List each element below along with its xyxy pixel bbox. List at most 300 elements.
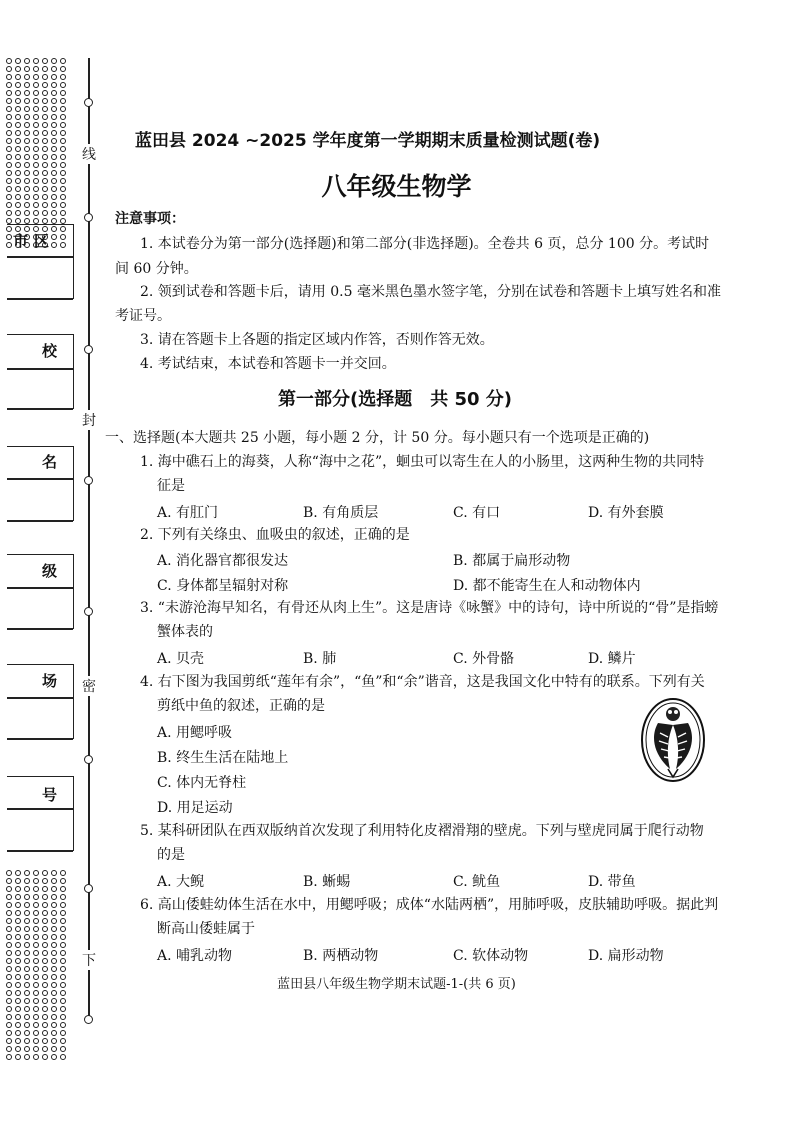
binding-dot xyxy=(24,90,30,96)
binding-dot xyxy=(24,1046,30,1052)
box-line xyxy=(7,628,73,630)
binding-dot xyxy=(60,1046,66,1052)
binding-dot xyxy=(42,146,48,152)
binding-dot xyxy=(6,902,12,908)
binding-dot xyxy=(24,958,30,964)
binding-dot xyxy=(6,74,12,80)
binding-dot xyxy=(6,998,12,1004)
binding-dot xyxy=(6,1054,12,1060)
binding-dot xyxy=(33,886,39,892)
binding-dot xyxy=(24,1014,30,1020)
binding-dot xyxy=(24,122,30,128)
binding-dot xyxy=(42,966,48,972)
question-3-option-a: A. 贝壳 xyxy=(157,651,205,667)
binding-dot xyxy=(24,74,30,80)
binding-dot xyxy=(15,122,21,128)
binding-dot xyxy=(15,202,21,208)
binding-dot xyxy=(6,114,12,120)
question-1-option-b: B. 有角质层 xyxy=(303,505,379,521)
binding-dot xyxy=(6,870,12,876)
binding-dot xyxy=(60,1054,66,1060)
binding-dot xyxy=(51,966,57,972)
binding-dot xyxy=(60,146,66,152)
binding-dot xyxy=(6,58,12,64)
binding-dot xyxy=(60,74,66,80)
binding-dot xyxy=(60,82,66,88)
binding-dot xyxy=(51,74,57,80)
binding-dot xyxy=(60,130,66,136)
binding-dot xyxy=(24,870,30,876)
question-3-option-b: B. 肺 xyxy=(303,651,337,667)
binding-dot xyxy=(60,918,66,924)
binding-dot xyxy=(42,74,48,80)
binding-dot xyxy=(42,98,48,104)
binding-dot xyxy=(42,122,48,128)
binding-dot xyxy=(42,130,48,136)
question-4-option-b: B. 终生生活在陆地上 xyxy=(157,750,289,766)
binding-dot xyxy=(42,138,48,144)
binding-dot xyxy=(51,82,57,88)
binding-dot xyxy=(51,886,57,892)
binding-dot xyxy=(24,154,30,160)
binding-dot xyxy=(24,66,30,72)
binding-dot xyxy=(42,66,48,72)
question-1-stem: 征是 xyxy=(157,478,185,494)
binding-dot xyxy=(60,162,66,168)
question-6-stem: 6. 高山倭蛙幼体生活在水中，用鳃呼吸；成体“水陆两栖”，用肺呼吸，皮肤辅助呼吸。据此判 xyxy=(140,897,719,913)
binding-dot xyxy=(15,886,21,892)
binding-dot xyxy=(42,162,48,168)
question-5-option-c: C. 鱿鱼 xyxy=(453,874,501,890)
binding-dot xyxy=(42,910,48,916)
binding-dot xyxy=(51,138,57,144)
binding-dot xyxy=(42,1022,48,1028)
binding-dot xyxy=(6,146,12,152)
binding-dot xyxy=(33,90,39,96)
box-line xyxy=(7,256,73,258)
margin-marker-feng: 封 xyxy=(80,410,98,430)
binding-dot xyxy=(60,878,66,884)
binding-dot xyxy=(6,66,12,72)
binding-dot xyxy=(15,1030,21,1036)
binding-dot xyxy=(6,942,12,948)
box-line xyxy=(7,478,73,480)
binding-dot xyxy=(42,870,48,876)
binding-dot xyxy=(60,122,66,128)
box-line xyxy=(7,368,73,370)
binding-dot xyxy=(6,878,12,884)
binding-dot xyxy=(33,74,39,80)
binding-dot xyxy=(42,106,48,112)
question-3-option-d: D. 鳞片 xyxy=(588,651,636,667)
binding-dot xyxy=(60,202,66,208)
name-label: 名 xyxy=(42,453,58,471)
binding-dot xyxy=(33,958,39,964)
binding-dot xyxy=(33,1054,39,1060)
binding-dot xyxy=(24,1054,30,1060)
binding-dot xyxy=(33,902,39,908)
binding-dot xyxy=(24,878,30,884)
box-line xyxy=(7,587,73,589)
binding-dot xyxy=(15,926,21,932)
binding-ring xyxy=(84,213,93,222)
binding-dot xyxy=(60,894,66,900)
binding-dot xyxy=(42,998,48,1004)
binding-dot xyxy=(60,942,66,948)
binding-dot xyxy=(33,942,39,948)
binding-dot xyxy=(42,1014,48,1020)
binding-dot xyxy=(51,1006,57,1012)
binding-dot xyxy=(51,878,57,884)
exam-title: 蓝田县 2024 ~2025 学年度第一学期期末质量检测试题(卷) xyxy=(135,131,601,151)
binding-dot xyxy=(6,1014,12,1020)
binding-dot xyxy=(42,202,48,208)
question-3-option-c: C. 外骨骼 xyxy=(453,651,515,667)
binding-dot xyxy=(33,998,39,1004)
box-line xyxy=(7,520,73,522)
binding-dot xyxy=(60,886,66,892)
binding-dot xyxy=(24,910,30,916)
binding-dot xyxy=(15,106,21,112)
binding-dot xyxy=(51,926,57,932)
binding-dot xyxy=(51,114,57,120)
binding-dot xyxy=(15,1022,21,1028)
binding-dot xyxy=(6,926,12,932)
binding-dot xyxy=(42,918,48,924)
binding-dot xyxy=(42,934,48,940)
binding-dot xyxy=(15,878,21,884)
binding-dot xyxy=(6,958,12,964)
binding-dot xyxy=(51,202,57,208)
paper-cut-fish-image xyxy=(640,697,706,783)
box-line xyxy=(7,808,73,810)
binding-dot xyxy=(60,910,66,916)
binding-dot xyxy=(24,58,30,64)
binding-dot xyxy=(6,966,12,972)
binding-dot xyxy=(51,1014,57,1020)
binding-dot xyxy=(15,154,21,160)
binding-dot xyxy=(33,1022,39,1028)
binding-dot xyxy=(6,106,12,112)
binding-dot xyxy=(33,1038,39,1044)
binding-dot xyxy=(15,74,21,80)
notes-heading: 注意事项： xyxy=(115,211,185,227)
binding-dot xyxy=(33,130,39,136)
name-box xyxy=(7,446,74,521)
binding-dot xyxy=(15,66,21,72)
binding-dot xyxy=(24,162,30,168)
binding-dot xyxy=(6,202,12,208)
binding-dot xyxy=(51,146,57,152)
binding-dot xyxy=(33,106,39,112)
notes-line: 3. 请在答题卡上各题的指定区域内作答，否则作答无效。 xyxy=(140,332,494,348)
binding-dot xyxy=(33,966,39,972)
binding-dot xyxy=(6,894,12,900)
binding-dot xyxy=(6,910,12,916)
notes-line: 间 60 分钟。 xyxy=(115,261,198,277)
binding-dot xyxy=(33,58,39,64)
binding-dot xyxy=(15,1054,21,1060)
binding-dot xyxy=(33,870,39,876)
binding-dot xyxy=(6,886,12,892)
question-6-option-b: B. 两栖动物 xyxy=(303,948,379,964)
binding-ring xyxy=(84,98,93,107)
part1-instruction: 一、选择题(本大题共 25 小题，每小题 2 分，计 50 分。每小题只有一个选项是正确的) xyxy=(105,430,650,446)
binding-dot xyxy=(60,210,66,216)
binding-dot xyxy=(51,902,57,908)
binding-dot xyxy=(60,1014,66,1020)
binding-dot xyxy=(6,162,12,168)
class-label: 级 xyxy=(42,562,58,580)
binding-dot xyxy=(33,122,39,128)
school-label: 校 xyxy=(42,342,58,360)
binding-dot xyxy=(33,878,39,884)
binding-dot xyxy=(42,82,48,88)
question-4-option-d: D. 用足运动 xyxy=(157,800,233,816)
binding-dot xyxy=(60,1038,66,1044)
question-2-stem: 2. 下列有关绦虫、血吸虫的叙述，正确的是 xyxy=(140,527,410,543)
question-2-option-d: D. 都不能寄生在人和动物体内 xyxy=(453,578,641,594)
notes-line: 1. 本试卷分为第一部分(选择题)和第二部分(非选择题)。全卷共 6 页，总分 100 分。考试时 xyxy=(140,236,710,252)
binding-dot xyxy=(42,886,48,892)
binding-dot xyxy=(51,154,57,160)
question-2-option-c: C. 身体都呈辐射对称 xyxy=(157,578,289,594)
binding-dot xyxy=(60,926,66,932)
binding-dot xyxy=(51,950,57,956)
binding-dot xyxy=(24,1022,30,1028)
binding-dot xyxy=(33,154,39,160)
binding-dot xyxy=(33,926,39,932)
binding-dot xyxy=(42,878,48,884)
binding-dot xyxy=(51,210,57,216)
binding-dot xyxy=(15,934,21,940)
binding-dot xyxy=(24,1038,30,1044)
binding-dot xyxy=(51,162,57,168)
binding-dots-top xyxy=(6,58,70,248)
binding-dot xyxy=(42,114,48,120)
binding-dot xyxy=(15,1014,21,1020)
binding-dot xyxy=(51,910,57,916)
binding-dot xyxy=(33,66,39,72)
binding-dot xyxy=(24,1030,30,1036)
binding-dot xyxy=(6,98,12,104)
binding-dot xyxy=(42,950,48,956)
binding-dot xyxy=(42,902,48,908)
binding-ring xyxy=(84,884,93,893)
binding-dot xyxy=(51,1022,57,1028)
binding-dot xyxy=(24,82,30,88)
question-3-stem: 蟹体表的 xyxy=(157,624,213,640)
question-1-stem: 1. 海中礁石上的海葵，人称“海中之花”，蛔虫可以寄生在人的小肠里，这两种生物的共同特 xyxy=(140,454,705,470)
binding-dot xyxy=(60,902,66,908)
binding-dot xyxy=(24,966,30,972)
binding-dot xyxy=(51,870,57,876)
binding-dot xyxy=(6,1038,12,1044)
binding-dot xyxy=(42,894,48,900)
binding-dot xyxy=(6,1030,12,1036)
margin-marker-xia: 下 xyxy=(80,950,98,970)
page-footer: 蓝田县八年级生物学期末试题-1-(共 6 页) xyxy=(277,977,516,992)
binding-ring xyxy=(84,1015,93,1024)
binding-dot xyxy=(24,210,30,216)
binding-dot xyxy=(15,894,21,900)
question-4-stem: 剪纸中鱼的叙述，正确的是 xyxy=(157,698,325,714)
binding-dot xyxy=(15,114,21,120)
binding-dot xyxy=(24,902,30,908)
binding-dot xyxy=(15,1046,21,1052)
binding-dot xyxy=(33,82,39,88)
binding-dot xyxy=(15,870,21,876)
binding-dot xyxy=(51,1054,57,1060)
notes-line: 考证号。 xyxy=(115,308,171,324)
binding-dot xyxy=(33,146,39,152)
binding-dot xyxy=(60,1030,66,1036)
question-1-option-d: D. 有外套膜 xyxy=(588,505,664,521)
binding-dot xyxy=(42,210,48,216)
binding-dot xyxy=(24,926,30,932)
city-district-label: 市区 xyxy=(13,232,56,250)
binding-dot xyxy=(15,90,21,96)
question-2-option-a: A. 消化器官都很发达 xyxy=(157,553,289,569)
binding-dot xyxy=(24,146,30,152)
binding-dot xyxy=(6,934,12,940)
binding-dot xyxy=(6,82,12,88)
binding-dot xyxy=(60,934,66,940)
binding-dot xyxy=(24,950,30,956)
box-line xyxy=(7,408,73,410)
binding-dot xyxy=(15,1006,21,1012)
binding-dot xyxy=(24,202,30,208)
box-line xyxy=(7,298,73,300)
question-4-stem: 4. 右下图为我国剪纸“莲年有余”，“鱼”和“余”谐音，这是我国文化中特有的联系。下列有关 xyxy=(140,674,705,690)
binding-ring xyxy=(84,476,93,485)
binding-dot xyxy=(6,138,12,144)
binding-dot xyxy=(6,154,12,160)
binding-dot xyxy=(42,1030,48,1036)
binding-dot xyxy=(60,98,66,104)
binding-dot xyxy=(33,210,39,216)
binding-dot xyxy=(51,918,57,924)
binding-dot xyxy=(51,130,57,136)
binding-dot xyxy=(15,1038,21,1044)
binding-dot xyxy=(60,870,66,876)
margin-marker-mi: 密 xyxy=(80,676,98,696)
binding-dot xyxy=(33,918,39,924)
binding-dot xyxy=(6,918,12,924)
question-5-stem: 的是 xyxy=(157,847,185,863)
binding-dots-bottom xyxy=(6,870,70,1060)
binding-ring xyxy=(84,345,93,354)
binding-dot xyxy=(15,146,21,152)
question-4-option-a: A. 用鳃呼吸 xyxy=(157,725,233,741)
question-1-option-c: C. 有口 xyxy=(453,505,501,521)
binding-dot xyxy=(15,966,21,972)
binding-dot xyxy=(24,138,30,144)
box-line xyxy=(7,738,73,740)
binding-dot xyxy=(60,966,66,972)
notes-line: 4. 考试结束，本试卷和答题卡一并交回。 xyxy=(140,356,396,372)
question-1-option-a: A. 有肛门 xyxy=(157,505,219,521)
binding-dot xyxy=(60,950,66,956)
binding-dot xyxy=(42,958,48,964)
binding-dot xyxy=(24,894,30,900)
binding-dot xyxy=(24,998,30,1004)
binding-dot xyxy=(60,106,66,112)
question-5-option-a: A. 大鲵 xyxy=(157,874,205,890)
binding-dot xyxy=(51,90,57,96)
binding-dot xyxy=(60,90,66,96)
binding-dot xyxy=(60,958,66,964)
binding-dot xyxy=(33,910,39,916)
binding-dot xyxy=(42,1006,48,1012)
question-5-option-d: D. 带鱼 xyxy=(588,874,636,890)
binding-dot xyxy=(15,950,21,956)
binding-dot xyxy=(51,894,57,900)
binding-dot xyxy=(24,130,30,136)
binding-dot xyxy=(42,1046,48,1052)
binding-dot xyxy=(24,1006,30,1012)
seat-number-label: 号 xyxy=(42,786,58,804)
binding-dot xyxy=(24,934,30,940)
binding-dot xyxy=(24,886,30,892)
binding-dot xyxy=(42,1038,48,1044)
binding-dot xyxy=(6,90,12,96)
binding-dot xyxy=(15,82,21,88)
box-line xyxy=(7,697,73,699)
binding-dot xyxy=(51,1038,57,1044)
binding-dot xyxy=(51,942,57,948)
binding-dot xyxy=(15,210,21,216)
question-6-option-d: D. 扁形动物 xyxy=(588,948,664,964)
binding-ring xyxy=(84,607,93,616)
binding-dot xyxy=(33,1030,39,1036)
binding-dot xyxy=(33,950,39,956)
binding-dot xyxy=(33,1006,39,1012)
binding-dot xyxy=(60,66,66,72)
binding-dot xyxy=(15,910,21,916)
subject-title: 八年级生物学 xyxy=(321,172,472,201)
binding-dot xyxy=(15,98,21,104)
class-box xyxy=(7,554,74,629)
binding-dot xyxy=(15,902,21,908)
question-5-option-b: B. 蜥蜴 xyxy=(303,874,351,890)
binding-dot xyxy=(6,122,12,128)
binding-dot xyxy=(33,98,39,104)
binding-dot xyxy=(33,202,39,208)
binding-dot xyxy=(24,114,30,120)
binding-dot xyxy=(33,1014,39,1020)
binding-dot xyxy=(51,934,57,940)
binding-dot xyxy=(51,958,57,964)
binding-dot xyxy=(51,1030,57,1036)
binding-dot xyxy=(33,934,39,940)
question-5-stem: 5. 某科研团队在西双版纳首次发现了利用特化皮褶滑翔的壁虎。下列与壁虎同属于爬行动物 xyxy=(140,823,704,839)
binding-dot xyxy=(33,894,39,900)
exam-room-label: 场 xyxy=(42,672,58,690)
binding-dot xyxy=(15,138,21,144)
question-6-option-c: C. 软体动物 xyxy=(453,948,529,964)
binding-dot xyxy=(33,114,39,120)
binding-dot xyxy=(60,58,66,64)
binding-dot xyxy=(6,210,12,216)
binding-dot xyxy=(60,1006,66,1012)
part1-title: 第一部分(选择题 共 50 分) xyxy=(278,389,513,410)
binding-dot xyxy=(6,1006,12,1012)
binding-dot xyxy=(15,942,21,948)
binding-dot xyxy=(33,1046,39,1052)
binding-dot xyxy=(42,58,48,64)
binding-dot xyxy=(6,1022,12,1028)
